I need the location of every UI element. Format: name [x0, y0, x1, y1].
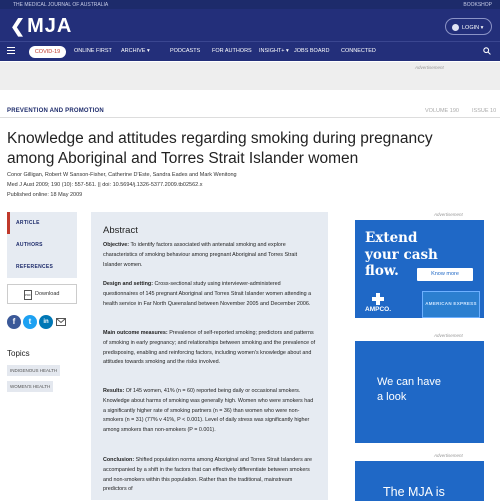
issue-label[interactable]: ISSUE 10: [472, 108, 497, 114]
topic-tag-indigenous-health[interactable]: INDIGENOUS HEALTH: [7, 365, 60, 376]
nav-item-jobs-board[interactable]: JOBS BOARD: [294, 48, 330, 54]
nav-item-podcasts[interactable]: PODCASTS: [170, 48, 201, 54]
download-pdf-button[interactable]: [7, 284, 77, 304]
article-side-nav: [7, 212, 77, 278]
abstract-conclusion: Conclusion: Shifted population norms among Aboriginal and Torres Strait Islanders are accompanied by a shift in the factors that can effectively differentiate between smokers and non-smokers within this population. Rather than the traditional, mainstream predictors of: [103, 457, 313, 493]
amex-logo: AMERICAN EXPRESS: [422, 291, 480, 318]
chevron-down-icon: ▾: [479, 24, 484, 31]
ampco-logo: AMPCO.: [365, 306, 391, 313]
abstract-objective: Objective: To identify factors associated with antenatal smoking and explore characteristics of smoking behaviour among pregnant Aboriginal and Torres Strait Islander women.: [103, 242, 298, 268]
side-nav-authors[interactable]: AUTHORS: [16, 242, 43, 248]
journal-name-link[interactable]: THE MEDICAL JOURNAL OF AUSTRALIA: [13, 2, 109, 8]
nav-item-connected[interactable]: CONNECTED: [341, 48, 376, 54]
top-utility-bar: [0, 0, 500, 9]
side-nav-article[interactable]: ARTICLE: [16, 220, 40, 226]
article-section-bar: [0, 106, 500, 118]
nav-item-for-authors[interactable]: FOR AUTHORS: [212, 48, 252, 54]
published-date: Published online: 18 May 2009: [7, 192, 83, 198]
nav-item-insight[interactable]: INSIGHT+ ▾: [259, 48, 289, 54]
site-header: [0, 9, 500, 41]
nav-item-online-first[interactable]: ONLINE FIRST: [74, 48, 112, 54]
section-label[interactable]: PREVENTION AND PROMOTION: [7, 108, 104, 114]
login-button[interactable]: [445, 18, 492, 35]
abstract-measures: Main outcome measures: Prevalence of self-reported smoking; predictors and patterns of smoking in early pregnancy; and relationships between smoking and the prevalence of predisposing, enabling and reinforcing factors, including women's knowledge about and attitudes towards smoking and the risks involved.: [103, 330, 316, 366]
article-title: [7, 129, 487, 169]
ad3-headline: The MJA is: [383, 485, 445, 499]
article-authors[interactable]: Conor Gilligan, Robert W Sanson-Fisher, Catherine D'Este, Sandra Eades and Mark Wenitong: [7, 172, 237, 178]
main-nav: [0, 41, 500, 61]
ad-amex-ampco[interactable]: [355, 220, 484, 318]
logo-text: MJA: [27, 15, 73, 37]
top-ad-band: [0, 62, 500, 90]
abstract-heading: Abstract: [103, 225, 138, 236]
search-icon[interactable]: [483, 47, 491, 55]
pdf-icon: PDF: [24, 290, 32, 300]
ampco-plus-icon: [372, 293, 384, 305]
ad-label-3: Advertisement: [434, 453, 463, 458]
twitter-share-icon[interactable]: t: [23, 315, 37, 329]
topic-tag-womens-health[interactable]: WOMEN'S HEALTH: [7, 381, 53, 392]
ad-label: Advertisement: [415, 65, 444, 70]
ad1-know-more-button[interactable]: Know more: [417, 268, 473, 281]
side-nav-references[interactable]: REFERENCES: [16, 264, 54, 270]
bookshop-link[interactable]: BOOKSHOP: [463, 2, 492, 8]
ad-label-1: Advertisement: [434, 212, 463, 217]
title-line-1: Knowledge and attitudes regarding smoking during pregnancy: [7, 130, 433, 147]
abstract-results: Results: Of 145 women, 41% (n = 60) reported being daily or occasional smokers. Knowledge about harms of smoking was generally high. Women who were smokers had a significantly higher rate of smoking partners (n = 36) than women who were non-smokers (n = 31) (77% v 41%, P < 0.001). Level of daily stress was significantly higher among smokers than non-smokers (P = 0.001).: [103, 388, 314, 434]
login-label: LOGIN: [462, 24, 480, 31]
title-line-2: among Aboriginal and Torres Strait Islander women: [7, 150, 359, 167]
user-icon: [452, 24, 459, 31]
abstract-design: Design and setting: Cross-sectional study using interviewer-administered questionnaires of 145 pregnant Aboriginal and Torres Strait Islander women attending a health service in Far North Queensland between November 2005 and December 2006.: [103, 281, 312, 307]
menu-icon[interactable]: [7, 47, 15, 55]
nav-item-covid[interactable]: COVID-19: [29, 46, 66, 58]
active-indicator: [7, 212, 10, 234]
mja-logo[interactable]: [10, 15, 72, 38]
facebook-share-icon[interactable]: f: [7, 315, 21, 329]
topics-heading: Topics: [7, 349, 30, 358]
linkedin-share-icon[interactable]: in: [39, 315, 53, 329]
ad-the-mja-is[interactable]: [355, 461, 484, 501]
article-citation: Med J Aust 2009; 190 (10): 557-561. || doi: 10.5694/j.1326-5377.2009.tb02562.x: [7, 182, 203, 188]
download-label: Download: [35, 291, 60, 297]
ad-label-2: Advertisement: [434, 333, 463, 338]
email-share-icon[interactable]: [56, 318, 66, 326]
ad1-headline: Extend your cash flow.: [365, 230, 438, 279]
nav-item-archive[interactable]: ARCHIVE ▾: [121, 48, 150, 54]
volume-label[interactable]: VOLUME 190: [425, 108, 459, 114]
abstract-panel: [91, 212, 328, 500]
ad2-headline: We can have a look: [377, 376, 442, 403]
logo-chevron-icon: ❮: [10, 16, 27, 36]
ad-we-can-have-a-look[interactable]: [355, 341, 484, 443]
